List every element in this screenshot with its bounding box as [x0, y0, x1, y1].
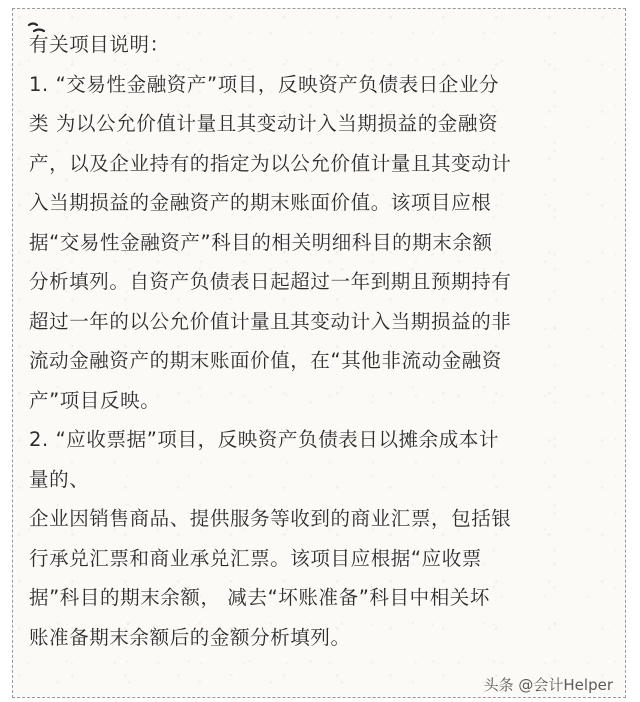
paragraph-line: 2. “应收票据”项目，反映资产负债表日以摊余成本计 — [29, 428, 500, 451]
paragraph-line: 据“交易性金融资产”科目的相关明细科目的期末余额 — [29, 230, 493, 254]
paragraph-line: 账准备期末余额后的金额分析填列。 — [29, 625, 351, 649]
paragraph-line: 超过一年的以公允价值计量且其变动计入当期损益的非 — [29, 309, 512, 333]
note-card — [12, 8, 626, 698]
paragraph-line: 1. “交易性金融资产”项目，反映资产负债表日企业分 — [29, 72, 500, 96]
paragraph-line: 量的、 — [29, 467, 90, 491]
paragraph-line: 据”科目的期末余额， 减去“坏账准备”科目中相关坏 — [29, 586, 491, 609]
paragraph-line: 流动金融资产的期末账面价值，在“其他非流动金融资 — [29, 349, 503, 372]
paragraph-line: 入当期损益的金融资产的期末账面价值。该项目应根 — [29, 191, 492, 214]
note-heading: 有关项目说明： — [29, 33, 170, 56]
paragraph-line: 类 为以公允价值计量且其变动计入当期损益的金融资 — [29, 112, 499, 135]
paragraph-line: 产，以及企业持有的指定为以公允价值计量且其变动计 — [29, 151, 512, 175]
paragraph-line: 行承兑汇票和商业承兑汇票。该项目应根据“应收票 — [29, 546, 482, 570]
paragraph-line: 企业因销售商品、提供服务等收到的商业汇票，包括银 — [29, 507, 512, 530]
paragraph-line: 分析填列。自资产负债表日起超过一年到期且预期持有 — [29, 270, 512, 293]
source-watermark: 头条 @会计Helper — [483, 676, 613, 694]
note-text — [29, 25, 619, 657]
paragraph-line: 产”项目反映。 — [29, 388, 161, 412]
